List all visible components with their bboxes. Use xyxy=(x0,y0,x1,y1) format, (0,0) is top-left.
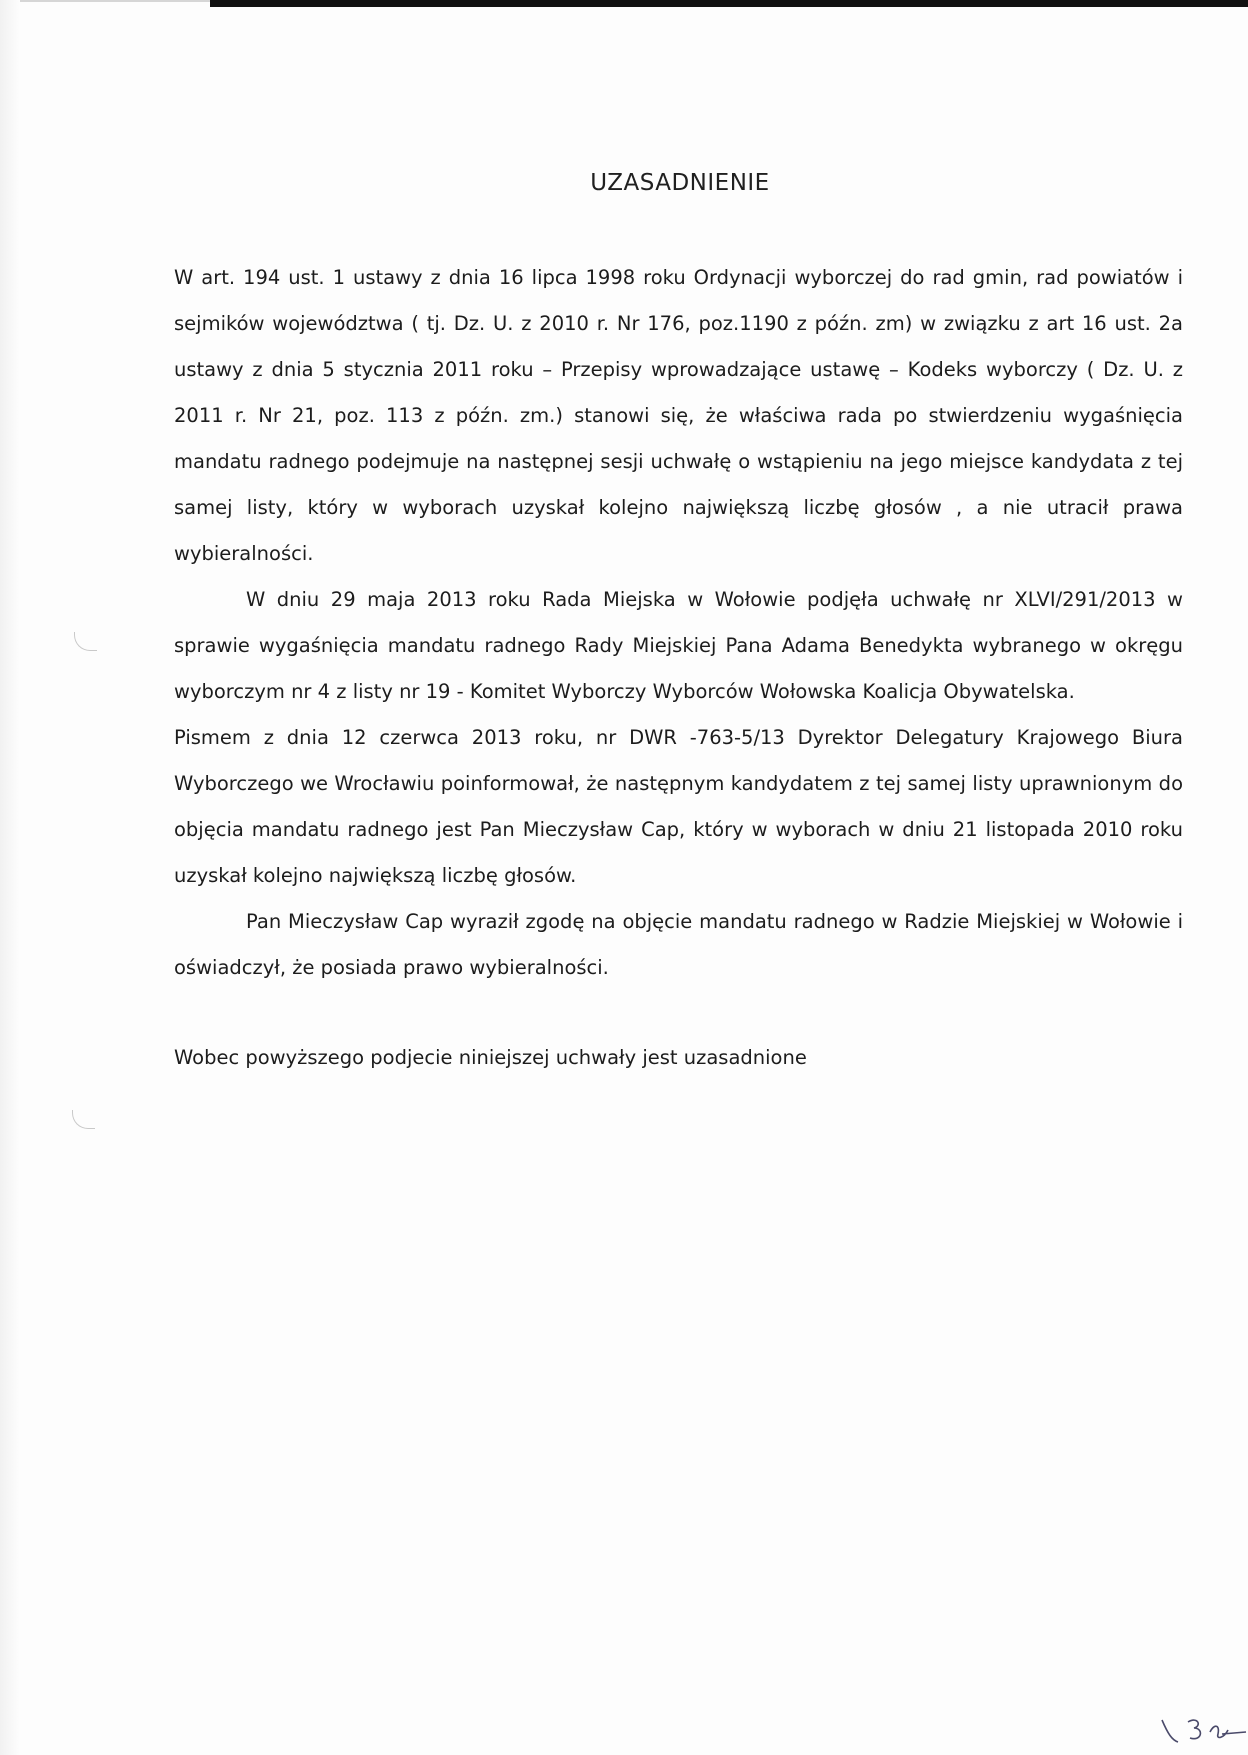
scan-edge-top xyxy=(210,0,1248,7)
scan-edge-top-left xyxy=(0,0,210,2)
document-title: UZASADNIENIE xyxy=(590,170,770,196)
punch-hole-mark xyxy=(72,1110,95,1129)
handwritten-page-mark xyxy=(1158,1712,1248,1748)
paragraph-legal-basis: W art. 194 ust. 1 ustawy z dnia 16 lipca 1998 roku Ordynacji wyborczej do rad gmin, rad powiatów i sejmików województwa ( tj. Dz. U. z 2010 r. Nr 176, poz.1190 z późn. zm) w związku z art 16 ust. 2a ustawy z dnia 5 stycznia 2011 roku – Przepisy wprowadzające ustawę – Kodeks wyborczy ( Dz. U. z 2011 r. Nr 21, poz. 113 z późn. zm.) stanowi się, że właściwa rada po stwierdzeniu wygaśnięcia mandatu radnego podejmuje na następnej sesji uchwałę o wstąpieniu na jego miejsce kandydata z tej samej listy, który w wyborach uzyskał kolejno największą liczbę głosów , a nie utracił prawa wybieralności. xyxy=(174,266,1183,565)
paragraph-consent: Pan Mieczysław Cap wyraził zgodę na objęcie mandatu radnego w Radzie Miejskiej w Wołowie i oświadczył, że posiada prawo wybieralności. xyxy=(174,910,1183,979)
paragraph-conclusion: Wobec powyższego podjecie niniejszej uchwały jest uzasadnione xyxy=(174,1046,807,1069)
paragraph-letter: Pismem z dnia 12 czerwca 2013 roku, nr DWR -763-5/13 Dyrektor Delegatury Krajowego Biura Wyborczego we Wrocławiu poinformował, że następnym kandydatem z tej samej listy uprawnionym do objęcia mandatu radnego jest Pan Mieczysław Cap, który w wyborach w dniu 21 listopada 2010 roku uzyskał kolejno największą liczbę głosów. xyxy=(174,726,1183,887)
scan-edge-left xyxy=(0,0,20,1755)
paragraph-resolution: W dniu 29 maja 2013 roku Rada Miejska w Wołowie podjęła uchwałę nr XLVI/291/2013 w sprawie wygaśnięcia mandatu radnego Rady Miejskiej Pana Adama Benedykta wybranego w okręgu wyborczym nr 4 z listy nr 19 - Komitet Wyborczy Wyborców Wołowska Koalicja Obywatelska. xyxy=(174,588,1183,703)
punch-hole-mark xyxy=(74,632,97,651)
document-body xyxy=(174,255,1183,1081)
